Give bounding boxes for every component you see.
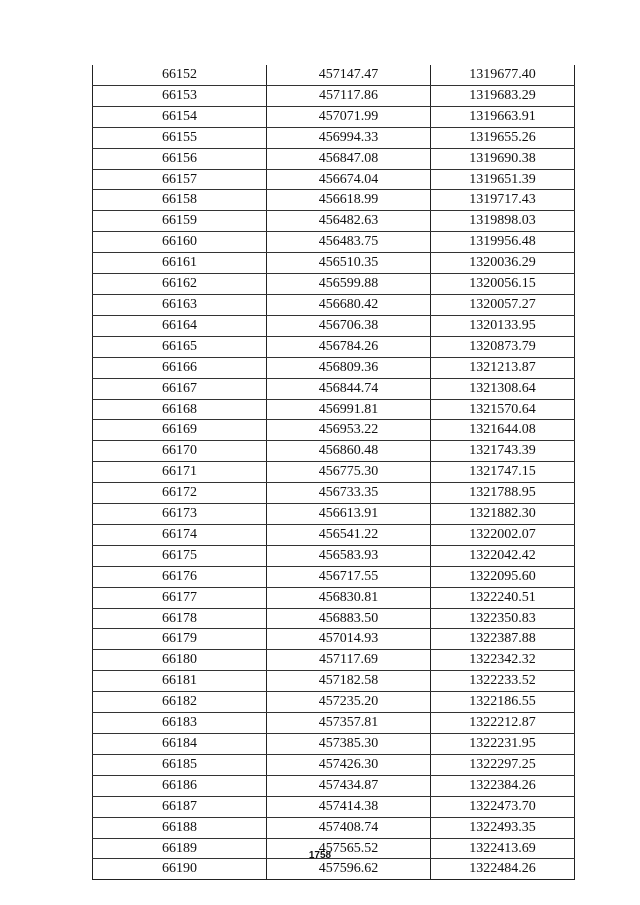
- table-row: [93, 420, 575, 441]
- table-row: [93, 859, 575, 880]
- x-coordinate-cell: 457414.38: [267, 796, 431, 817]
- point-id-cell: 66154: [93, 106, 267, 127]
- y-coordinate-cell: 1320133.95: [431, 315, 575, 336]
- y-coordinate-cell: 1319717.43: [431, 190, 575, 211]
- x-coordinate-cell: 456809.36: [267, 357, 431, 378]
- page-number: 1758: [308, 850, 332, 861]
- table-row: [93, 796, 575, 817]
- y-coordinate-cell: 1320873.79: [431, 336, 575, 357]
- y-coordinate-cell: 1319956.48: [431, 232, 575, 253]
- point-id-cell: 66163: [93, 294, 267, 315]
- x-coordinate-cell: 456775.30: [267, 462, 431, 483]
- x-coordinate-cell: 457147.47: [267, 65, 431, 85]
- point-id-cell: 66179: [93, 629, 267, 650]
- y-coordinate-cell: 1322186.55: [431, 692, 575, 713]
- point-id-cell: 66173: [93, 504, 267, 525]
- point-id-cell: 66188: [93, 817, 267, 838]
- point-id-cell: 66168: [93, 399, 267, 420]
- table-row: [93, 545, 575, 566]
- x-coordinate-cell: 456847.08: [267, 148, 431, 169]
- x-coordinate-cell: 456830.81: [267, 587, 431, 608]
- point-id-cell: 66185: [93, 754, 267, 775]
- y-coordinate-cell: 1319690.38: [431, 148, 575, 169]
- x-coordinate-cell: 456618.99: [267, 190, 431, 211]
- point-id-cell: 66175: [93, 545, 267, 566]
- point-id-cell: 66181: [93, 671, 267, 692]
- table-row: [93, 399, 575, 420]
- point-id-cell: 66157: [93, 169, 267, 190]
- coordinate-table-body: [93, 65, 575, 880]
- x-coordinate-cell: 457117.86: [267, 85, 431, 106]
- x-coordinate-cell: 456483.75: [267, 232, 431, 253]
- y-coordinate-cell: 1319898.03: [431, 211, 575, 232]
- y-coordinate-cell: 1322413.69: [431, 838, 575, 859]
- table-row: [93, 336, 575, 357]
- x-coordinate-cell: 456883.50: [267, 608, 431, 629]
- x-coordinate-cell: 456583.93: [267, 545, 431, 566]
- y-coordinate-cell: 1322095.60: [431, 566, 575, 587]
- point-id-cell: 66174: [93, 524, 267, 545]
- table-row: [93, 441, 575, 462]
- y-coordinate-cell: 1321882.30: [431, 504, 575, 525]
- y-coordinate-cell: 1322384.26: [431, 775, 575, 796]
- point-id-cell: 66183: [93, 713, 267, 734]
- y-coordinate-cell: 1322342.32: [431, 650, 575, 671]
- table-row: [93, 357, 575, 378]
- table-row: [93, 504, 575, 525]
- x-coordinate-cell: 456599.88: [267, 274, 431, 295]
- point-id-cell: 66184: [93, 734, 267, 755]
- coordinate-table: [92, 65, 575, 880]
- x-coordinate-cell: 456541.22: [267, 524, 431, 545]
- y-coordinate-cell: 1321570.64: [431, 399, 575, 420]
- point-id-cell: 66159: [93, 211, 267, 232]
- y-coordinate-cell: 1322212.87: [431, 713, 575, 734]
- y-coordinate-cell: 1321644.08: [431, 420, 575, 441]
- point-id-cell: 66153: [93, 85, 267, 106]
- table-row: [93, 232, 575, 253]
- y-coordinate-cell: 1319683.29: [431, 85, 575, 106]
- x-coordinate-cell: 457117.69: [267, 650, 431, 671]
- point-id-cell: 66160: [93, 232, 267, 253]
- table-row: [93, 169, 575, 190]
- point-id-cell: 66161: [93, 253, 267, 274]
- table-row: [93, 127, 575, 148]
- y-coordinate-cell: 1322473.70: [431, 796, 575, 817]
- table-row: [93, 608, 575, 629]
- table-row: [93, 274, 575, 295]
- y-coordinate-cell: 1319651.39: [431, 169, 575, 190]
- table-row: [93, 378, 575, 399]
- table-row: [93, 775, 575, 796]
- point-id-cell: 66158: [93, 190, 267, 211]
- x-coordinate-cell: 456991.81: [267, 399, 431, 420]
- y-coordinate-cell: 1319677.40: [431, 65, 575, 85]
- x-coordinate-cell: 456994.33: [267, 127, 431, 148]
- x-coordinate-cell: 456784.26: [267, 336, 431, 357]
- table-row: [93, 315, 575, 336]
- table-row: [93, 817, 575, 838]
- table-row: [93, 650, 575, 671]
- y-coordinate-cell: 1322297.25: [431, 754, 575, 775]
- x-coordinate-cell: 456680.42: [267, 294, 431, 315]
- point-id-cell: 66167: [93, 378, 267, 399]
- point-id-cell: 66152: [93, 65, 267, 85]
- table-row: [93, 587, 575, 608]
- coordinate-table-container: [92, 65, 574, 880]
- y-coordinate-cell: 1322493.35: [431, 817, 575, 838]
- table-row: [93, 462, 575, 483]
- table-row: [93, 106, 575, 127]
- point-id-cell: 66169: [93, 420, 267, 441]
- x-coordinate-cell: 457385.30: [267, 734, 431, 755]
- table-row: [93, 253, 575, 274]
- table-row: [93, 148, 575, 169]
- point-id-cell: 66178: [93, 608, 267, 629]
- point-id-cell: 66187: [93, 796, 267, 817]
- x-coordinate-cell: 456510.35: [267, 253, 431, 274]
- y-coordinate-cell: 1319663.91: [431, 106, 575, 127]
- x-coordinate-cell: 457426.30: [267, 754, 431, 775]
- x-coordinate-cell: 457182.58: [267, 671, 431, 692]
- y-coordinate-cell: 1321213.87: [431, 357, 575, 378]
- y-coordinate-cell: 1321747.15: [431, 462, 575, 483]
- y-coordinate-cell: 1322002.07: [431, 524, 575, 545]
- x-coordinate-cell: 457434.87: [267, 775, 431, 796]
- x-coordinate-cell: 456674.04: [267, 169, 431, 190]
- x-coordinate-cell: 457565.52: [267, 838, 431, 859]
- y-coordinate-cell: 1322484.26: [431, 859, 575, 880]
- x-coordinate-cell: 456860.48: [267, 441, 431, 462]
- point-id-cell: 66180: [93, 650, 267, 671]
- point-id-cell: 66176: [93, 566, 267, 587]
- x-coordinate-cell: 456844.74: [267, 378, 431, 399]
- y-coordinate-cell: 1322387.88: [431, 629, 575, 650]
- y-coordinate-cell: 1322231.95: [431, 734, 575, 755]
- x-coordinate-cell: 457071.99: [267, 106, 431, 127]
- table-row: [93, 483, 575, 504]
- point-id-cell: 66162: [93, 274, 267, 295]
- y-coordinate-cell: 1322240.51: [431, 587, 575, 608]
- table-row: [93, 190, 575, 211]
- x-coordinate-cell: 456953.22: [267, 420, 431, 441]
- y-coordinate-cell: 1320057.27: [431, 294, 575, 315]
- table-row: [93, 211, 575, 232]
- x-coordinate-cell: 457014.93: [267, 629, 431, 650]
- x-coordinate-cell: 457235.20: [267, 692, 431, 713]
- point-id-cell: 66171: [93, 462, 267, 483]
- x-coordinate-cell: 456733.35: [267, 483, 431, 504]
- table-row: [93, 692, 575, 713]
- y-coordinate-cell: 1322350.83: [431, 608, 575, 629]
- y-coordinate-cell: 1321308.64: [431, 378, 575, 399]
- y-coordinate-cell: 1320036.29: [431, 253, 575, 274]
- x-coordinate-cell: 457596.62: [267, 859, 431, 880]
- x-coordinate-cell: 456613.91: [267, 504, 431, 525]
- table-row: [93, 524, 575, 545]
- table-row: [93, 713, 575, 734]
- y-coordinate-cell: 1319655.26: [431, 127, 575, 148]
- point-id-cell: 66186: [93, 775, 267, 796]
- point-id-cell: 66189: [93, 838, 267, 859]
- table-row: [93, 566, 575, 587]
- y-coordinate-cell: 1322233.52: [431, 671, 575, 692]
- x-coordinate-cell: 457408.74: [267, 817, 431, 838]
- x-coordinate-cell: 456482.63: [267, 211, 431, 232]
- y-coordinate-cell: 1321788.95: [431, 483, 575, 504]
- y-coordinate-cell: 1321743.39: [431, 441, 575, 462]
- x-coordinate-cell: 456717.55: [267, 566, 431, 587]
- point-id-cell: 66170: [93, 441, 267, 462]
- table-row: [93, 734, 575, 755]
- x-coordinate-cell: 456706.38: [267, 315, 431, 336]
- y-coordinate-cell: 1322042.42: [431, 545, 575, 566]
- table-row: [93, 65, 575, 85]
- point-id-cell: 66166: [93, 357, 267, 378]
- table-row: [93, 294, 575, 315]
- point-id-cell: 66164: [93, 315, 267, 336]
- table-row: [93, 629, 575, 650]
- point-id-cell: 66182: [93, 692, 267, 713]
- point-id-cell: 66165: [93, 336, 267, 357]
- table-row: [93, 671, 575, 692]
- point-id-cell: 66190: [93, 859, 267, 880]
- x-coordinate-cell: 457357.81: [267, 713, 431, 734]
- table-row: [93, 85, 575, 106]
- point-id-cell: 66156: [93, 148, 267, 169]
- point-id-cell: 66172: [93, 483, 267, 504]
- table-row: [93, 754, 575, 775]
- point-id-cell: 66155: [93, 127, 267, 148]
- point-id-cell: 66177: [93, 587, 267, 608]
- y-coordinate-cell: 1320056.15: [431, 274, 575, 295]
